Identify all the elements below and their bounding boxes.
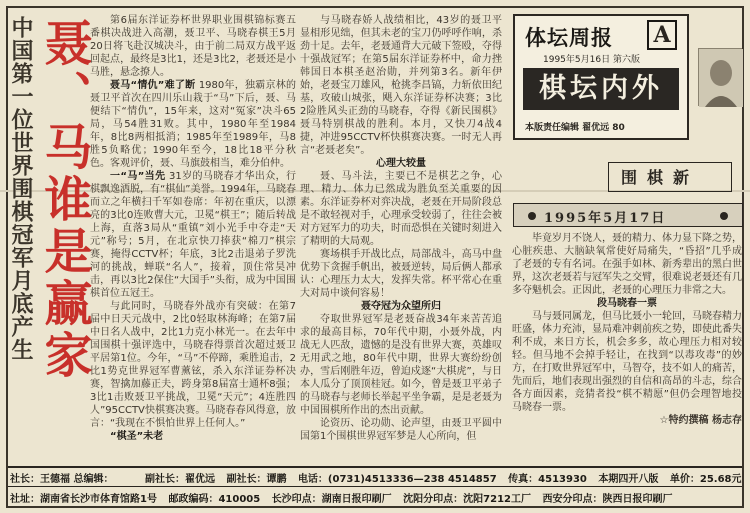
date-bar-text: 1995年5月17日 (544, 211, 667, 226)
go-column-title: 围棋新 (621, 168, 700, 187)
section-text-5: 夺取世界冠军是老聂奋战34年来苦苦追求的最高目标，70年代中期，小聂外战，内战无人匹敌，遗憾的是没有世界大赛，英雄叹无用武之地，80年代中期，世界大赛纷纷创办，雪后刚胜年迈，曾迫戍逐“大棋虎”，与日本人瓜分了顶顶桂冠。如今，曾是聂卫平弟子的马晓春与老师长举起平坐争霸，是是老聂为中国围棋所作出的杰出贡献。 (300, 314, 502, 416)
section-text-2: 31岁的马晓春才华出众，行棋飘逸洒脱，有“棋仙”美誉。1994年，马晓春而立之年横扫千军如卷席：年初在重庆，以漂亮的3比0连败曹大元，卫冕“棋王”；随后转战上海，直落3局从“重镇”刘小光手中夺走“天元”称号；5月，在北京快刀捧获“棉刀”棋宗赛，掩得CCTV杯；年底，3比2击退弟子罗洗河的挑战，蝉联“名人”，接着，顶住常昊冲击，再以3比2保住“大国手”头衔，成为中国围棋首位五冠王。 (90, 171, 296, 299)
footer-print-1: 长沙印点：湖南日报印刷厂 (271, 494, 392, 505)
portrait-photo (698, 48, 742, 106)
byline: ☆特约撰稿 杨志存 (659, 415, 742, 426)
footer-phone: 电话：(0731)4513336—238 4514857 (297, 474, 497, 485)
article-intro: 第6届东洋证券杯世界职业围棋锦标赛五番棋决战进入高潮，聂卫平、马晓春棋王5月20日将飞赴汉城决斗，由于前二局双方战平返回起点，最终是3比1，还是3比2，老聂还是小马胜，悬念撩人。 (90, 15, 296, 78)
date-bar (513, 203, 743, 227)
column-3-end: 论资历、论功勋、论声望，由聂卫平圆中国第1个围棋世界冠军梦是人心所向，但 (300, 418, 502, 442)
edition-letter: A (647, 20, 677, 50)
go-column-heading (608, 162, 732, 192)
section-text-4: 聂、马斗法，主要已不是棋艺之争，心理、精力、体力已然成为胜负至关重要的因素。东洋证券杯对弈决战，老聂在开局阶段总是不敢轻视对手，心理承受较弱了，往往会被对方冠军力的功夫，时而恐惧在关键时刻进入了精明的大局观。 (300, 171, 502, 247)
masthead-title: 体坛周报 (525, 26, 613, 50)
editor-line: 本版责任编辑 翟优远 80 (525, 123, 625, 133)
section-text-3: 与马晓春娇人战绩相比，43岁的聂卫平显相形见绌，但其未老的宝刀仍呼呼作响，杀劲十足。去年，老聂通背大元破下签殴，夺得十强战冠军；在第5届东洋证券杯中，命力挫韩国日本棋圣赵治勋，并列第3名。新年伊始，老聂宝刀雄风，枪挑李昌镐，力斩依田纪基，攻破山城张，飓入东洋证券杯决赛；3比2险胜风头正劲的马晓春，夺得《新民围棋》聂马特别棋战的胜利。本月，又快刀4战4捷，冲进95CCTV杯快棋赛决赛。一时无人再言“老聂老矣”。 (300, 15, 502, 156)
bullet-icon (720, 212, 728, 220)
article-column-3 (512, 232, 742, 464)
footer-deputy: 副社长：翟优远 (144, 474, 215, 485)
article-column-2 (300, 14, 502, 464)
masthead-date: 1995年5月16日 第六版 (543, 55, 640, 65)
masthead (513, 14, 689, 140)
bullet-icon (528, 212, 536, 220)
footer-postcode: 邮政编码：410005 (168, 494, 261, 505)
footer-print-2: 沈阳分印点：沈阳7212工厂 (403, 494, 532, 505)
section-head-2: 一“马”当先 (110, 171, 166, 182)
article-column-1 (90, 14, 296, 464)
section-head-5: 聂夺冠为众望所归 (361, 301, 441, 312)
footer-address: 社址：湖南省长沙市体育馆路1号 (10, 494, 157, 505)
headline-subtitle: 中国第一位世界围棋冠军月底产生 (8, 16, 33, 361)
section-text-6: 马与聂同属龙，但马比聂小一轮回，马晓春精力旺盛，体力充沛，显局难冲刺前疾之势，即使此番失利不成，来日方长，机会多多，故心理压力相对较轻。但马地不会掉手轻让，在找到“以毒攻毒”的妙方，在打败世界冠军中，马智夺，技不如人的痛苦，先而后，地们表现出强烈的自信和高昂的斗志，综合各方面因素，竞猜者投“棋不精愿”但仍会理智地投马晓春一票。 (512, 311, 742, 413)
section-head-1: 聂马“情仇”难了断 (110, 80, 196, 91)
column-3-mid: 赛场棋手开战比点，局部战斗，高马中盘优势下贪握手帆出，被聂逆转，局后俩人都承认：心理压力太大，发挥失常。杯平常心在重大对局中谈何容易！ (300, 249, 502, 299)
section-head-4: 心理大较量 (376, 158, 426, 169)
footer-divider (8, 486, 742, 487)
headline-title: 聂、马谁是赢家 (36, 18, 92, 382)
footer-issue: 本期四开八版 (598, 474, 659, 485)
section-head-3: “棋圣”未老 (110, 431, 164, 442)
footer (8, 466, 742, 506)
footer-print-3: 西安分印点：陕西日报印刷厂 (542, 494, 673, 505)
section-text-1: 1980年，独霸京林的聂卫平首次在四川乐山栽于“马”下后，聂、马便结下“情仇”，15年来，这对“冤家”决斗65局，马54胜31败。其中，1980年至1984年，8比8两相抵消；1985年至1989年，马8胜5负略优；1990年至今，18比18平分秋色。客观评价，聂、马旗鼓相当，难分伯仲。 (90, 80, 296, 169)
footer-fax: 传真：4513930 (508, 474, 587, 485)
footer-president: 副社长：谭鹏 (226, 474, 287, 485)
section-head-6: 段马晓春一票 (597, 298, 657, 309)
column-4-top: 毕竟岁月不饶人，聂的精力、体力显下降之势，心脏疾患、大脑缺氧常使好局痛失，“昏招”几乎成了老聂的专有名词。在强手如林、新秀辈出的黑白世界，这次老聂若与冠军失之交臂，很难说老聂还有几多夺魁机会。正因此，老聂的心理压力非常之大。 (512, 233, 742, 296)
footer-price: 单价：25.68元 (669, 474, 742, 485)
column-2-text: 与此同时，马晓春外战亦有突破：在第7届中日天元战中，2比0轻取林海峰；在第7届中日名人战中，2比1力克小林光一。在去年中国围棋十强评选中，马晓春得票首次超过聂卫平居第1位。今年，“马”不停蹄，乘胜追击，2比1势克世界冠军曹薰铉，杀入东洋证券杯决赛，智擒加藤正夫，跨身第8届富士通杯8强；3比1击败聂卫平挑战，卫冕“天元”；4连胜四人”95CCTV快棋赛决赛。马晓春春风得意，放言：“我现在不惧怕世界上任何人。” (90, 301, 296, 429)
footer-editor: 社长：王德福 总编辑： (10, 474, 114, 485)
section-name: 棋坛内外 (523, 68, 679, 110)
